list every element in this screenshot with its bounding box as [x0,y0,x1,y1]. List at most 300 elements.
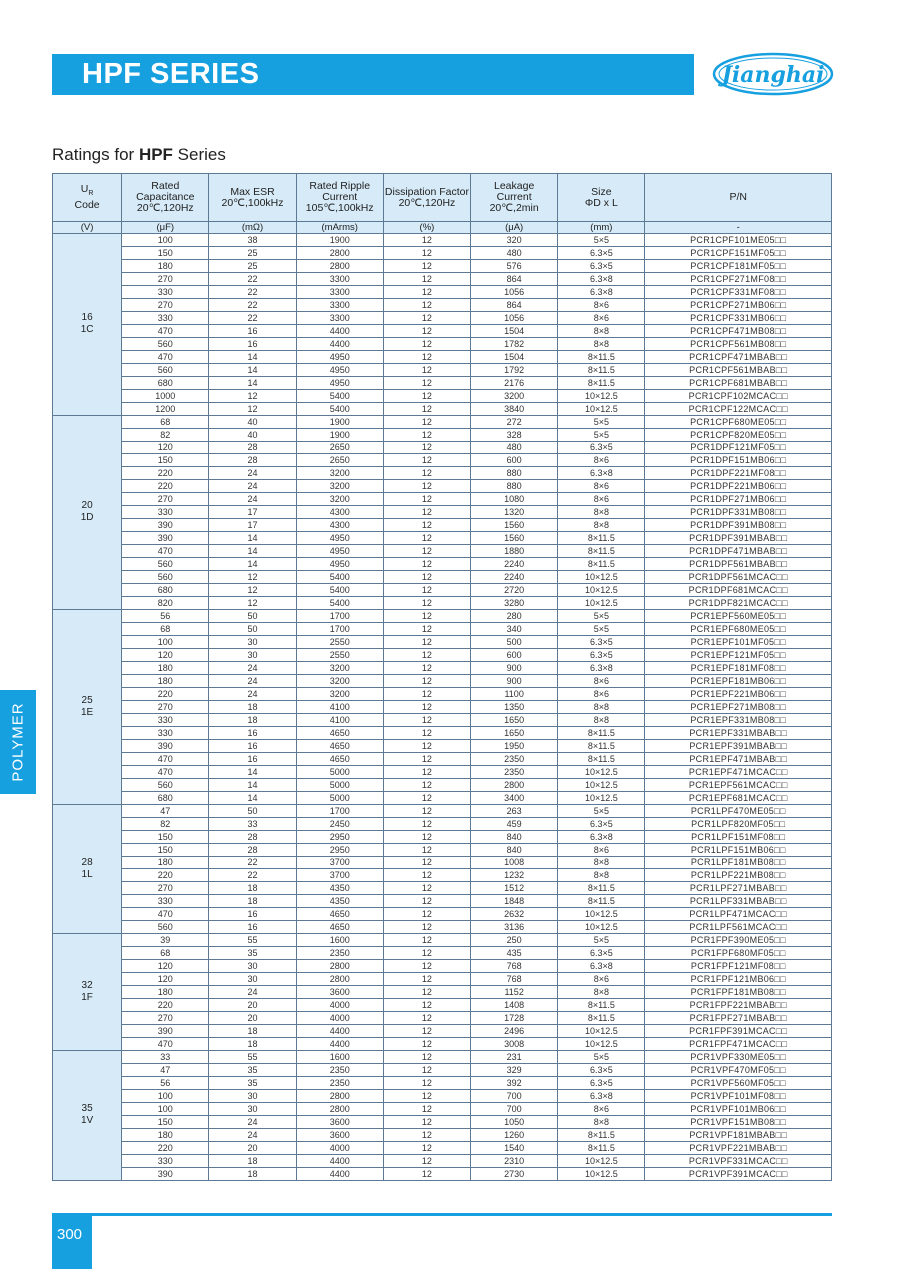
cell-ripple: 2800 [296,1089,383,1102]
cell-ripple: 4400 [296,337,383,350]
col-size [558,174,645,222]
footer-divider [52,1213,832,1216]
cell-dissipation: 12 [383,661,470,674]
cell-capacitance: 560 [122,571,209,584]
cell-capacitance: 330 [122,726,209,739]
cell-leakage: 1260 [471,1128,558,1141]
voltage-symbol-sub: R [88,190,94,198]
cell-leakage: 3008 [471,1038,558,1051]
cell-ripple: 3200 [296,480,383,493]
cell-ripple: 4950 [296,545,383,558]
table-row [53,558,832,571]
cell-leakage: 1050 [471,1115,558,1128]
cell-ripple: 4300 [296,519,383,532]
cell-esr: 22 [209,869,296,882]
col-voltage-code [53,174,122,222]
cell-leakage: 3136 [471,921,558,934]
cell-ripple: 1700 [296,804,383,817]
cell-leakage: 880 [471,480,558,493]
cell-size: 8×6 [558,493,645,506]
ripple-h2: Current [322,191,358,203]
cell-dissipation: 12 [383,1051,470,1064]
table-row [53,661,832,674]
cell-part-number: PCR1VPF101MB06□□ [645,1102,832,1115]
cell-part-number: PCR1FPF121MF08□□ [645,960,832,973]
table-row [53,804,832,817]
table-row [53,337,832,350]
cell-ripple: 3200 [296,467,383,480]
cell-dissipation: 12 [383,441,470,454]
cell-ripple: 4400 [296,1025,383,1038]
cell-capacitance: 100 [122,1089,209,1102]
leak-h1: Leakage [494,180,535,192]
cell-part-number: PCR1LPF181MB08□□ [645,856,832,869]
col-part-number: P/N [645,174,832,222]
cell-ripple: 5400 [296,571,383,584]
cell-ripple: 4400 [296,1038,383,1051]
cell-esr: 16 [209,726,296,739]
cell-capacitance: 68 [122,623,209,636]
cell-leakage: 1152 [471,986,558,999]
cell-size: 6.3×8 [558,830,645,843]
cell-capacitance: 560 [122,558,209,571]
cell-capacitance: 470 [122,1038,209,1051]
cell-dissipation: 12 [383,1102,470,1115]
table-row [53,454,832,467]
cell-ripple: 4650 [296,739,383,752]
cell-ripple: 4350 [296,882,383,895]
table-row [53,234,832,247]
table-row [53,532,832,545]
table-row [53,1038,832,1051]
cell-dissipation: 12 [383,324,470,337]
cell-part-number: PCR1CPF561MB08□□ [645,337,832,350]
cell-capacitance: 560 [122,363,209,376]
cell-ripple: 1700 [296,610,383,623]
cell-leakage: 340 [471,623,558,636]
table-row [53,246,832,259]
ripple-h1: Rated Ripple [309,180,371,192]
cell-esr: 24 [209,467,296,480]
cell-esr: 25 [209,259,296,272]
cell-part-number: PCR1DPF821MCAC□□ [645,597,832,610]
cell-esr: 14 [209,778,296,791]
cell-dissipation: 12 [383,311,470,324]
cell-dissipation: 12 [383,454,470,467]
cell-capacitance: 150 [122,830,209,843]
cell-esr: 18 [209,713,296,726]
cell-ripple: 4400 [296,1167,383,1180]
table-row [53,830,832,843]
cell-capacitance: 270 [122,1012,209,1025]
cell-leakage: 864 [471,272,558,285]
cell-capacitance: 390 [122,1025,209,1038]
cell-esr: 24 [209,687,296,700]
cell-ripple: 1600 [296,934,383,947]
unit-cell: (mΩ) [209,222,296,234]
cell-esr: 55 [209,1051,296,1064]
cell-dissipation: 12 [383,584,470,597]
cell-dissipation: 12 [383,636,470,649]
cell-ripple: 1900 [296,234,383,247]
cell-leakage: 1560 [471,532,558,545]
cell-size: 10×12.5 [558,597,645,610]
cell-ripple: 5000 [296,765,383,778]
cell-esr: 14 [209,558,296,571]
cell-size: 8×8 [558,713,645,726]
table-row [53,441,832,454]
cell-ripple: 3300 [296,298,383,311]
cell-part-number: PCR1EPF391MBAB□□ [645,739,832,752]
cell-leakage: 1540 [471,1141,558,1154]
cell-part-number: PCR1EPF471MCAC□□ [645,765,832,778]
cell-size: 6.3×8 [558,285,645,298]
table-row [53,843,832,856]
cell-size: 10×12.5 [558,389,645,402]
cell-dissipation: 12 [383,545,470,558]
cell-ripple: 4650 [296,752,383,765]
cell-size: 8×8 [558,856,645,869]
cell-size: 6.3×8 [558,661,645,674]
table-header-row [53,174,832,222]
cell-part-number: PCR1EPF271MB08□□ [645,700,832,713]
cell-part-number: PCR1FPF390ME05□□ [645,934,832,947]
cell-leakage: 864 [471,298,558,311]
cell-capacitance: 330 [122,506,209,519]
cell-size: 8×11.5 [558,545,645,558]
cell-size: 6.3×5 [558,441,645,454]
unit-cell: (μA) [471,222,558,234]
table-row [53,700,832,713]
cell-ripple: 2550 [296,649,383,662]
jianghai-logo [712,51,834,97]
cell-ripple: 2800 [296,246,383,259]
unit-cell: (%) [383,222,470,234]
table-row [53,869,832,882]
cell-part-number: PCR1FPF471MCAC□□ [645,1038,832,1051]
cell-dissipation: 12 [383,1038,470,1051]
cell-dissipation: 12 [383,558,470,571]
unit-cell: - [645,222,832,234]
ratings-section-title [52,145,226,165]
cell-part-number: PCR1DPF121MF05□□ [645,441,832,454]
cell-leakage: 392 [471,1076,558,1089]
table-row [53,480,832,493]
table-row [53,1102,832,1115]
cell-part-number: PCR1LPF820MF05□□ [645,817,832,830]
cell-esr: 24 [209,480,296,493]
cell-dissipation: 12 [383,649,470,662]
cell-ripple: 5400 [296,402,383,415]
cell-capacitance: 680 [122,791,209,804]
cell-esr: 12 [209,584,296,597]
cell-dissipation: 12 [383,882,470,895]
cell-capacitance: 330 [122,1154,209,1167]
cell-esr: 35 [209,1064,296,1077]
cell-capacitance: 220 [122,480,209,493]
cell-dissipation: 12 [383,999,470,1012]
cell-leakage: 2800 [471,778,558,791]
table-row [53,713,832,726]
cell-leakage: 2240 [471,571,558,584]
cell-leakage: 2730 [471,1167,558,1180]
cell-leakage: 1504 [471,324,558,337]
section-title-suffix: Series [172,145,226,164]
voltage-code: 1C [80,324,94,336]
voltage-symbol: U [80,183,89,196]
cell-ripple: 2800 [296,1102,383,1115]
table-row [53,1141,832,1154]
cell-part-number: PCR1VPF330ME05□□ [645,1051,832,1064]
cell-ripple: 4950 [296,532,383,545]
cell-size: 8×11.5 [558,739,645,752]
cell-capacitance: 470 [122,324,209,337]
cell-esr: 12 [209,402,296,415]
cell-dissipation: 12 [383,687,470,700]
cell-leakage: 840 [471,830,558,843]
cell-size: 8×6 [558,687,645,700]
cell-esr: 14 [209,791,296,804]
cell-size: 8×11.5 [558,752,645,765]
table-row [53,726,832,739]
table-row [53,389,832,402]
cell-leakage: 250 [471,934,558,947]
cell-leakage: 1650 [471,726,558,739]
cell-ripple: 2650 [296,454,383,467]
cell-esr: 16 [209,739,296,752]
cell-capacitance: 68 [122,415,209,428]
cell-part-number: PCR1EPF680ME05□□ [645,623,832,636]
cell-esr: 24 [209,1128,296,1141]
cell-capacitance: 270 [122,493,209,506]
cell-esr: 16 [209,337,296,350]
cell-capacitance: 180 [122,259,209,272]
leak-h2: Current [496,191,532,203]
voltage-code: 1L [81,868,93,880]
cell-part-number: PCR1DPF331MB08□□ [645,506,832,519]
cell-esr: 40 [209,428,296,441]
cell-esr: 16 [209,752,296,765]
cell-part-number: PCR1DPF271MB06□□ [645,493,832,506]
cell-esr: 30 [209,1102,296,1115]
cell-part-number: PCR1FPF181MB08□□ [645,986,832,999]
cell-ripple: 4950 [296,558,383,571]
cell-esr: 18 [209,1025,296,1038]
rated-voltage: 16 [81,312,93,324]
cell-capacitance: 180 [122,856,209,869]
cell-dissipation: 12 [383,947,470,960]
cell-dissipation: 12 [383,674,470,687]
cell-dissipation: 12 [383,921,470,934]
cell-esr: 22 [209,298,296,311]
cell-dissipation: 12 [383,389,470,402]
cell-dissipation: 12 [383,1064,470,1077]
cell-ripple: 4650 [296,726,383,739]
cell-leakage: 1100 [471,687,558,700]
table-row [53,1115,832,1128]
cell-part-number: PCR1FPF121MB06□□ [645,973,832,986]
cell-capacitance: 150 [122,246,209,259]
cell-size: 5×5 [558,623,645,636]
cell-esr: 24 [209,1115,296,1128]
cell-ripple: 3200 [296,687,383,700]
table-row [53,285,832,298]
cell-part-number: PCR1EPF561MCAC□□ [645,778,832,791]
cell-ripple: 4950 [296,376,383,389]
cell-size: 8×8 [558,1115,645,1128]
cell-capacitance: 220 [122,999,209,1012]
size-h2: ΦD x L [584,196,618,209]
cell-capacitance: 100 [122,636,209,649]
cell-part-number: PCR1LPF271MBAB□□ [645,882,832,895]
cell-dissipation: 12 [383,817,470,830]
table-row [53,493,832,506]
cell-leakage: 840 [471,843,558,856]
cell-dissipation: 12 [383,752,470,765]
table-row [53,973,832,986]
table-row [53,1064,832,1077]
cell-esr: 18 [209,1038,296,1051]
cell-capacitance: 560 [122,921,209,934]
table-row [53,1012,832,1025]
cell-leakage: 700 [471,1102,558,1115]
cell-dissipation: 12 [383,973,470,986]
cell-capacitance: 39 [122,934,209,947]
table-row [53,1167,832,1180]
cell-ripple: 3700 [296,856,383,869]
table-row [53,921,832,934]
page-number: 300 [57,1226,83,1243]
cell-dissipation: 12 [383,467,470,480]
cell-part-number: PCR1DPF561MCAC□□ [645,571,832,584]
cell-capacitance: 560 [122,337,209,350]
cell-leakage: 1950 [471,739,558,752]
cell-part-number: PCR1EPF181MB06□□ [645,674,832,687]
col-ripple [296,174,383,222]
cell-esr: 35 [209,947,296,960]
cell-capacitance: 470 [122,350,209,363]
cell-size: 10×12.5 [558,765,645,778]
cell-size: 8×8 [558,700,645,713]
cell-size: 6.3×5 [558,817,645,830]
cell-part-number: PCR1LPF221MB08□□ [645,869,832,882]
logo-wordmark: Jianghai [721,62,825,88]
cell-esr: 22 [209,311,296,324]
voltage-code: 1D [80,512,94,524]
cell-dissipation: 12 [383,480,470,493]
cell-esr: 28 [209,843,296,856]
table-row [53,999,832,1012]
table-row [53,1128,832,1141]
cell-size: 8×8 [558,986,645,999]
cell-dissipation: 12 [383,791,470,804]
table-row [53,272,832,285]
cell-part-number: PCR1CPF181MF05□□ [645,259,832,272]
cell-size: 8×11.5 [558,1141,645,1154]
cell-size: 8×11.5 [558,363,645,376]
cell-size: 10×12.5 [558,908,645,921]
cell-esr: 16 [209,908,296,921]
table-row [53,571,832,584]
cell-ripple: 2800 [296,973,383,986]
cell-part-number: PCR1CPF681MBAB□□ [645,376,832,389]
col-dissipation [383,174,470,222]
page-number-box [52,1216,92,1269]
category-side-tab [0,690,36,794]
cell-dissipation: 12 [383,1025,470,1038]
cell-leakage: 231 [471,1051,558,1064]
table-row [53,610,832,623]
cell-dissipation: 12 [383,234,470,247]
table-row [53,752,832,765]
cell-dissipation: 12 [383,830,470,843]
cell-size: 8×11.5 [558,350,645,363]
cell-esr: 12 [209,571,296,584]
cell-esr: 14 [209,350,296,363]
table-row [53,895,832,908]
cell-dissipation: 12 [383,739,470,752]
cell-capacitance: 150 [122,454,209,467]
cell-esr: 18 [209,700,296,713]
cell-esr: 20 [209,1012,296,1025]
cell-part-number: PCR1CPF122MCAC□□ [645,402,832,415]
cell-ripple: 4950 [296,363,383,376]
table-row [53,298,832,311]
cell-esr: 17 [209,519,296,532]
cell-size: 8×6 [558,480,645,493]
section-title-prefix: Ratings for [52,145,139,164]
cell-capacitance: 330 [122,713,209,726]
cell-ripple: 2350 [296,1076,383,1089]
cell-dissipation: 12 [383,610,470,623]
cell-leakage: 2176 [471,376,558,389]
cell-esr: 38 [209,234,296,247]
cell-leakage: 2240 [471,558,558,571]
cell-esr: 18 [209,882,296,895]
cell-leakage: 1056 [471,285,558,298]
section-title-series: HPF [138,145,173,164]
cell-size: 10×12.5 [558,402,645,415]
cell-size: 8×11.5 [558,882,645,895]
cell-leakage: 880 [471,467,558,480]
cell-size: 8×8 [558,869,645,882]
cell-dissipation: 12 [383,1154,470,1167]
cell-capacitance: 180 [122,661,209,674]
table-row [53,597,832,610]
cell-esr: 25 [209,246,296,259]
cell-size: 5×5 [558,934,645,947]
cell-size: 5×5 [558,1051,645,1064]
cell-leakage: 3840 [471,402,558,415]
cell-capacitance: 390 [122,532,209,545]
table-row [53,765,832,778]
cell-capacitance: 270 [122,272,209,285]
voltage-code: 1V [80,1115,94,1127]
cell-dissipation: 12 [383,1089,470,1102]
cell-esr: 30 [209,636,296,649]
cell-size: 6.3×5 [558,1076,645,1089]
cell-capacitance: 270 [122,700,209,713]
cell-part-number: PCR1DPF391MBAB□□ [645,532,832,545]
cell-size: 10×12.5 [558,1025,645,1038]
cell-capacitance: 120 [122,973,209,986]
cell-leakage: 576 [471,259,558,272]
cell-dissipation: 12 [383,895,470,908]
rated-voltage: 35 [81,1103,93,1115]
cell-dissipation: 12 [383,1012,470,1025]
cell-size: 8×11.5 [558,1128,645,1141]
voltage-group-cell [53,1051,122,1181]
